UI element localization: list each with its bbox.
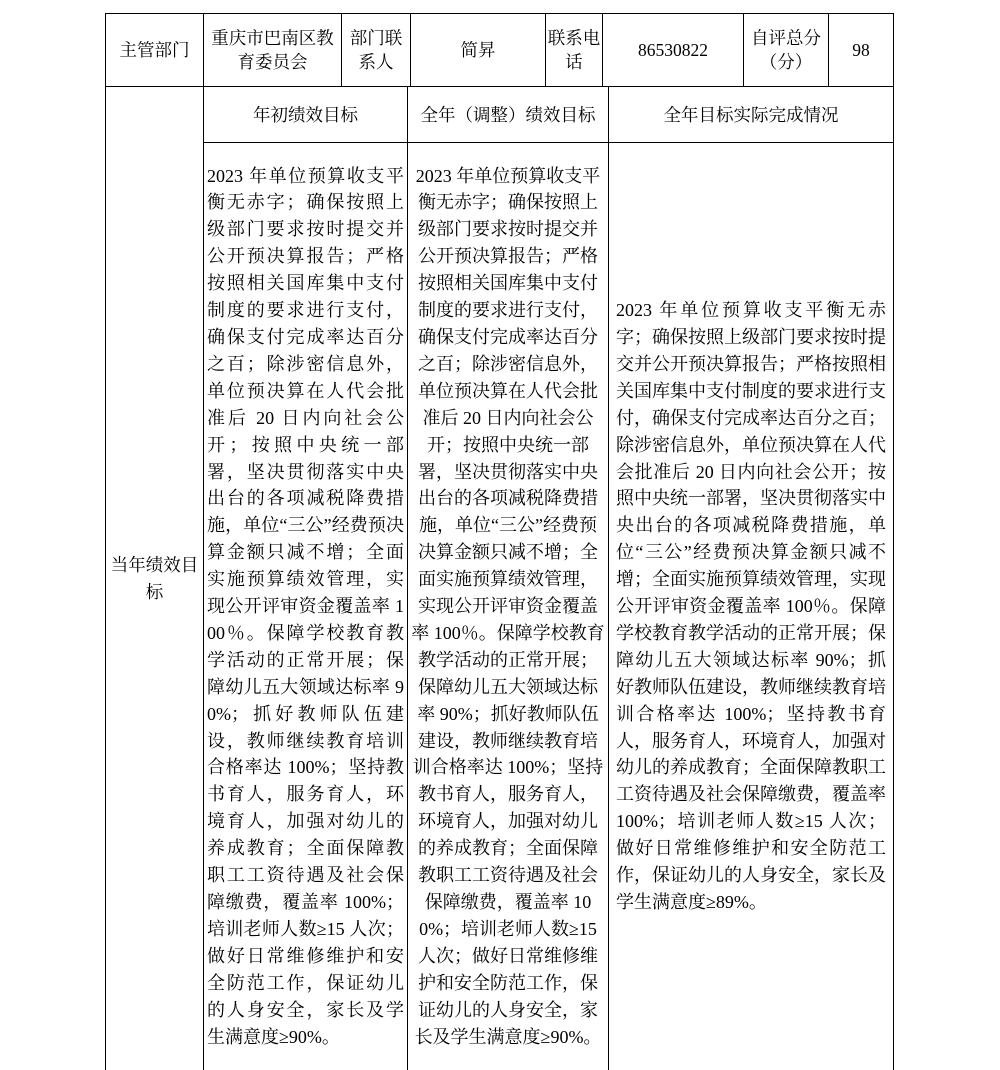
contact-label: 部门联系人 <box>349 28 403 72</box>
initial-goal-text-cell <box>204 143 408 1070</box>
initial-header-cell <box>204 87 408 143</box>
score-label: 自评总分（分） <box>751 28 821 72</box>
phone-value: 86530822 <box>638 40 708 60</box>
adjusted-goal-text-cell <box>408 143 609 1070</box>
contact-value-cell <box>411 14 546 87</box>
contact-label-cell <box>342 14 411 87</box>
actual-goal-text-cell <box>609 143 894 1070</box>
adjusted-header: 全年（调整）绩效目标 <box>420 104 596 125</box>
score-value: 98 <box>852 40 870 60</box>
adjusted-header-cell <box>408 87 609 143</box>
phone-label-cell <box>546 14 603 87</box>
goals-header-row <box>106 87 894 143</box>
row-label: 当年绩效目标 <box>110 554 199 602</box>
phone-value-cell <box>603 14 744 87</box>
dept-value-cell <box>204 14 342 87</box>
score-label-cell <box>744 14 829 87</box>
contact-value: 简昇 <box>460 40 496 60</box>
goals-body-row <box>106 143 894 1070</box>
dept-label-cell <box>106 14 204 87</box>
goals-table <box>105 86 894 1070</box>
row-label-cell <box>106 87 204 1070</box>
actual-goal-text: 2023 年单位预算收支平衡无赤字；确保按照上级部门要求按时提交并公开预决算报告；严格按照相关国库集中支付制度的要求进行支付，确保支付完成率达百分之百；除涉密信息外，单位预决算在人代会批准后 20 日内向社会公开；按照中央统一部署，坚决贯彻落实中央出台的各项减税降费措施，单位“三公”经费预决算金额只减不增；全面实施预算绩效管理，实现公开评审资金覆盖率 100％。保障学校教育教学活动的正常开展；保障幼儿五大领域达标率 90%；抓好教师队伍建设，教师继续教育培训合格率达 100%；坚持教书育人，服务育人，环境育人，加强对幼儿的养成教育；全面保障教职工工资待遇及社会保障缴费，覆盖率 100%；培训老师人数≥15 人次；做好日常维修维护和安全防范工作，保证幼儿的人身安全，家长及学生满意度≥89%。 <box>616 300 886 913</box>
info-table <box>105 13 894 87</box>
initial-header: 年初绩效目标 <box>253 104 358 125</box>
actual-header: 全年目标实际完成情况 <box>663 104 839 125</box>
adjusted-goal-text: 2023 年单位预算收支平衡无赤字；确保按照上级部门要求按时提交并公开预决算报告；严格按照相关国库集中支付制度的要求进行支付，确保支付完成率达百分之百；除涉密信息外，单位预决算在人代会批准后 20 日内向社会公开；按照中央统一部署，坚决贯彻落实中央出台的各项减税降费措施，单位“三公”经费预决算金额只减不增；全面实施预算绩效管理，实现公开评审资金覆盖率 100％。保障学校教育教学活动的正常开展；保障幼儿五大领域达标率 90%；抓好教师队伍建设，教师继续教育培训合格率达 100%；坚持教书育人，服务育人，环境育人，加强对幼儿的养成教育；全面保障教职工工资待遇及社会保障缴费，覆盖率 100%；培训老师人数≥15 人次；做好日常维修维护和安全防范工作，保证幼儿的人身安全，家长及学生满意度≥90%。 <box>411 165 605 1047</box>
info-row <box>106 14 894 87</box>
score-value-cell <box>829 14 894 87</box>
initial-goal-text: 2023 年单位预算收支平衡无赤字；确保按照上级部门要求按时提交并公开预决算报告；严格按照相关国库集中支付制度的要求进行支付，确保支付完成率达百分之百；除涉密信息外，单位预决算在人代会批准后 20 日内向社会公开；按照中央统一部署，坚决贯彻落实中央出台的各项减税降费措施，单位“三公”经费预决算金额只减不增；全面实施预算绩效管理，实现公开评审资金覆盖率 100％。保障学校教育教学活动的正常开展；保障幼儿五大领域达标率 90%；抓好教师队伍建设，教师继续教育培训合格率达 100%；坚持教书育人，服务育人，环境育人，加强对幼儿的养成教育；全面保障教职工工资待遇及社会保障缴费，覆盖率 100%；培训老师人数≥15 人次；做好日常维修维护和安全防范工作，保证幼儿的人身安全，家长及学生满意度≥90%。 <box>207 165 404 1047</box>
phone-label: 联系电话 <box>547 28 601 72</box>
dept-label: 主管部门 <box>119 40 190 60</box>
actual-header-cell <box>609 87 894 143</box>
performance-table <box>105 13 893 1070</box>
dept-value: 重庆市巴南区教育委员会 <box>211 28 334 72</box>
